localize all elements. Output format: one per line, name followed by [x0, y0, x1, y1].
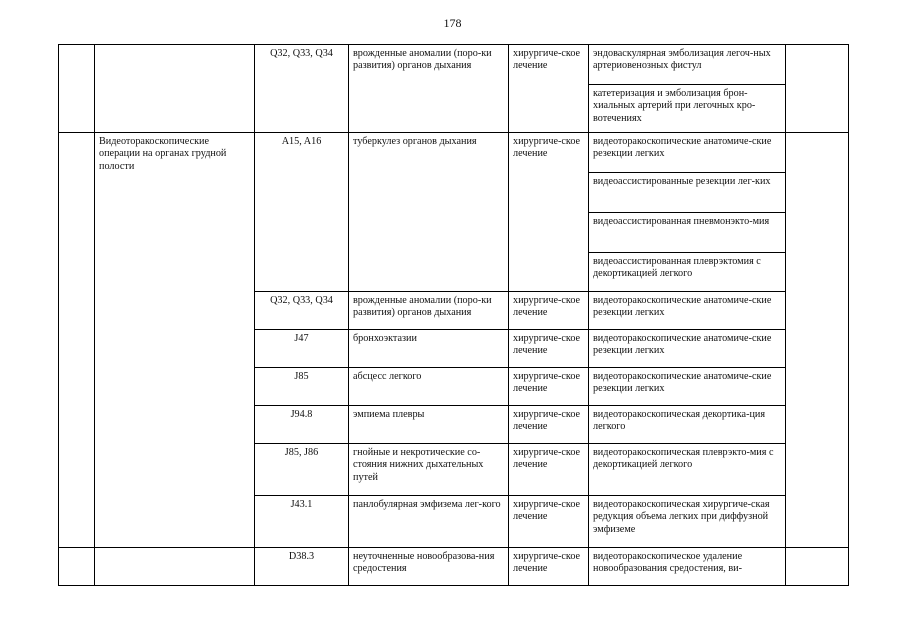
service-name-cell	[95, 45, 255, 133]
treatment-method-cell: видеоторакоскопические анатомиче-ские резекции легких	[589, 292, 786, 330]
treatment-method-cell: видеоторакоскопическое удаление новообразования средостения, ви-	[589, 548, 786, 586]
icd-code-cell: Q32, Q33, Q34	[255, 45, 349, 133]
icd-code-cell: J94.8	[255, 406, 349, 444]
treatment-type-cell: хирургиче-ское лечение	[509, 406, 589, 444]
service-name-cell	[95, 548, 255, 586]
patient-model-cell: панлобулярная эмфизема лег-кого	[349, 496, 509, 548]
icd-code-cell: J47	[255, 330, 349, 368]
table-row	[59, 548, 849, 586]
index-cell	[59, 548, 95, 586]
icd-code-cell: Q32, Q33, Q34	[255, 292, 349, 330]
index-cell	[59, 45, 95, 133]
cost-cell	[786, 548, 849, 586]
service-name-cell: Видеоторакоскопические операции на органах грудной полости	[95, 133, 255, 548]
index-cell	[59, 133, 95, 548]
page-number: 178	[443, 16, 462, 30]
treatment-type-cell: хирургиче-ское лечение	[509, 292, 589, 330]
icd-code-cell: A15, A16	[255, 133, 349, 292]
treatment-type-cell: хирургиче-ское лечение	[509, 133, 589, 292]
treatment-method-cell: видеоторакоскопические анатомиче-ские резекции легких	[589, 330, 786, 368]
patient-model-cell: бронхоэктазии	[349, 330, 509, 368]
treatment-type-cell: хирургиче-ское лечение	[509, 45, 589, 133]
icd-code-cell: J85	[255, 368, 349, 406]
treatment-method-cell: видеоассистированная плеврэктомия с декортикацией легкого	[589, 253, 786, 292]
icd-code-cell: J85, J86	[255, 444, 349, 496]
icd-code-cell: J43.1	[255, 496, 349, 548]
treatment-method-cell: катетеризация и эмболизация брон-хиальных артерий при легочных кро-вотечениях	[589, 85, 786, 133]
patient-model-cell: врожденные аномалии (поро-ки развития) органов дыхания	[349, 292, 509, 330]
treatment-method-cell: видеоторакоскопическая декортика-ция легкого	[589, 406, 786, 444]
patient-model-cell: неуточненные новообразова-ния средостения	[349, 548, 509, 586]
treatment-type-cell: хирургиче-ское лечение	[509, 330, 589, 368]
patient-model-cell: врожденные аномалии (поро-ки развития) органов дыхания	[349, 45, 509, 133]
treatment-method-cell: эндоваскулярная эмболизация легоч-ных артериовенозных фистул	[589, 45, 786, 85]
treatment-type-cell: хирургиче-ское лечение	[509, 496, 589, 548]
treatment-method-cell: видеоторакоскопическая хирургиче-ская редукция объема легких при диффузной эмфиземе	[589, 496, 786, 548]
treatment-type-cell: хирургиче-ское лечение	[509, 444, 589, 496]
medical-services-table	[58, 44, 849, 586]
patient-model-cell: туберкулез органов дыхания	[349, 133, 509, 292]
patient-model-cell: гнойные и некротические со-стояния нижних дыхательных путей	[349, 444, 509, 496]
patient-model-cell: эмпиема плевры	[349, 406, 509, 444]
table-row	[59, 133, 849, 173]
table-row	[59, 45, 849, 85]
cost-cell	[786, 45, 849, 133]
icd-code-cell: D38.3	[255, 548, 349, 586]
cost-cell	[786, 133, 849, 548]
treatment-method-cell: видеоассистированная пневмонэкто-мия	[589, 213, 786, 253]
patient-model-cell: абсцесс легкого	[349, 368, 509, 406]
treatment-method-cell: видеоторакоскопическая плеврэкто-мия с декортикацией легкого	[589, 444, 786, 496]
treatment-type-cell: хирургиче-ское лечение	[509, 548, 589, 586]
treatment-type-cell: хирургиче-ское лечение	[509, 368, 589, 406]
treatment-method-cell: видеоторакоскопические анатомиче-ские резекции легких	[589, 368, 786, 406]
treatment-method-cell: видеоторакоскопические анатомиче-ские резекции легких	[589, 133, 786, 173]
treatment-method-cell: видеоассистированные резекции лег-ких	[589, 173, 786, 213]
